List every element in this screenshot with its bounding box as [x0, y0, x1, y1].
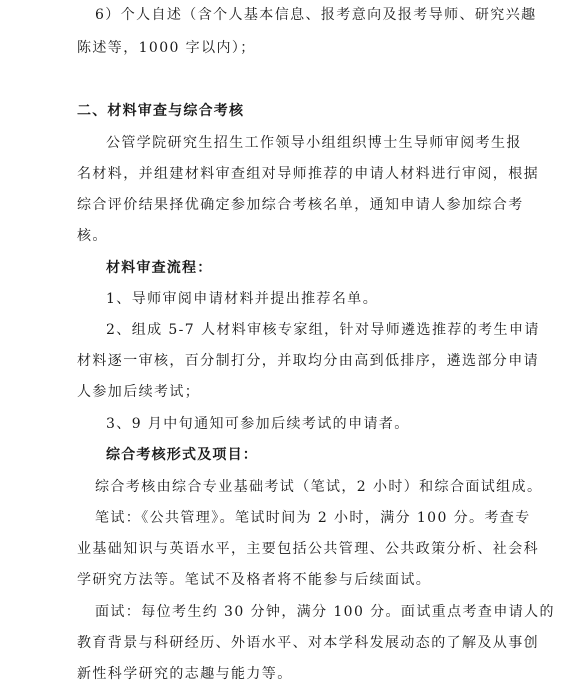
intro-line-2: 名材料，并组建材料审查组对导师推荐的申请人材料进行审阅，根据	[77, 166, 539, 182]
review-step-2-line-1: 2、组成 5-7 人材料审核专家组，针对导师遴选推荐的考生申请	[106, 322, 540, 338]
interview-line-1: 面试：每位考生约 30 分钟，满分 100 分。面试重点考查申请人的	[95, 604, 555, 620]
assessment-heading: 综合考核形式及项目：	[106, 447, 258, 463]
review-process-heading: 材料审查流程：	[106, 260, 213, 276]
interview-line-3: 新性科学研究的志趣与能力等。	[77, 666, 293, 682]
assessment-intro: 综合考核由综合专业基础考试（笔试，2 小时）和综合面试组成。	[95, 479, 543, 495]
review-step-3: 3、9 月中旬通知可参加后续考试的申请者。	[106, 416, 410, 432]
review-step-1: 1、导师审阅申请材料并提出推荐名单。	[106, 291, 379, 307]
intro-line-3: 综合评价结果择优确定参加综合考核名单，通知申请人参加综合考	[77, 197, 524, 213]
interview-line-2: 教育背景与科研经历、外语水平、对本学科发展动态的了解及从事创	[77, 635, 539, 651]
written-exam-line-3: 学研究方法等。笔试不及格者将不能参与后续面试。	[77, 572, 432, 588]
written-exam-line-1: 笔试：《公共管理》。笔试时间为 2 小时，满分 100 分。考查专	[95, 510, 531, 526]
intro-line-1: 公管学院研究生招生工作领导小组组织博士生导师审阅考生报	[106, 135, 522, 151]
item6-line-1: 6）个人自述（含个人基本信息、报考意向及报考导师、研究兴趣	[95, 7, 537, 23]
written-exam-line-2: 业基础知识与英语水平，主要包括公共管理、公共政策分析、社会科	[77, 541, 539, 557]
intro-line-4: 核。	[77, 228, 108, 244]
review-step-2-line-2: 材料逐一审核，百分制打分，并取均分由高到低排序，遴选部分申请	[77, 353, 539, 369]
item6-line-2: 陈述等，1000 字以内）；	[77, 40, 256, 56]
review-step-2-line-3: 人参加后续考试；	[77, 384, 201, 400]
section-heading: 二、材料审查与综合考核	[77, 103, 245, 119]
